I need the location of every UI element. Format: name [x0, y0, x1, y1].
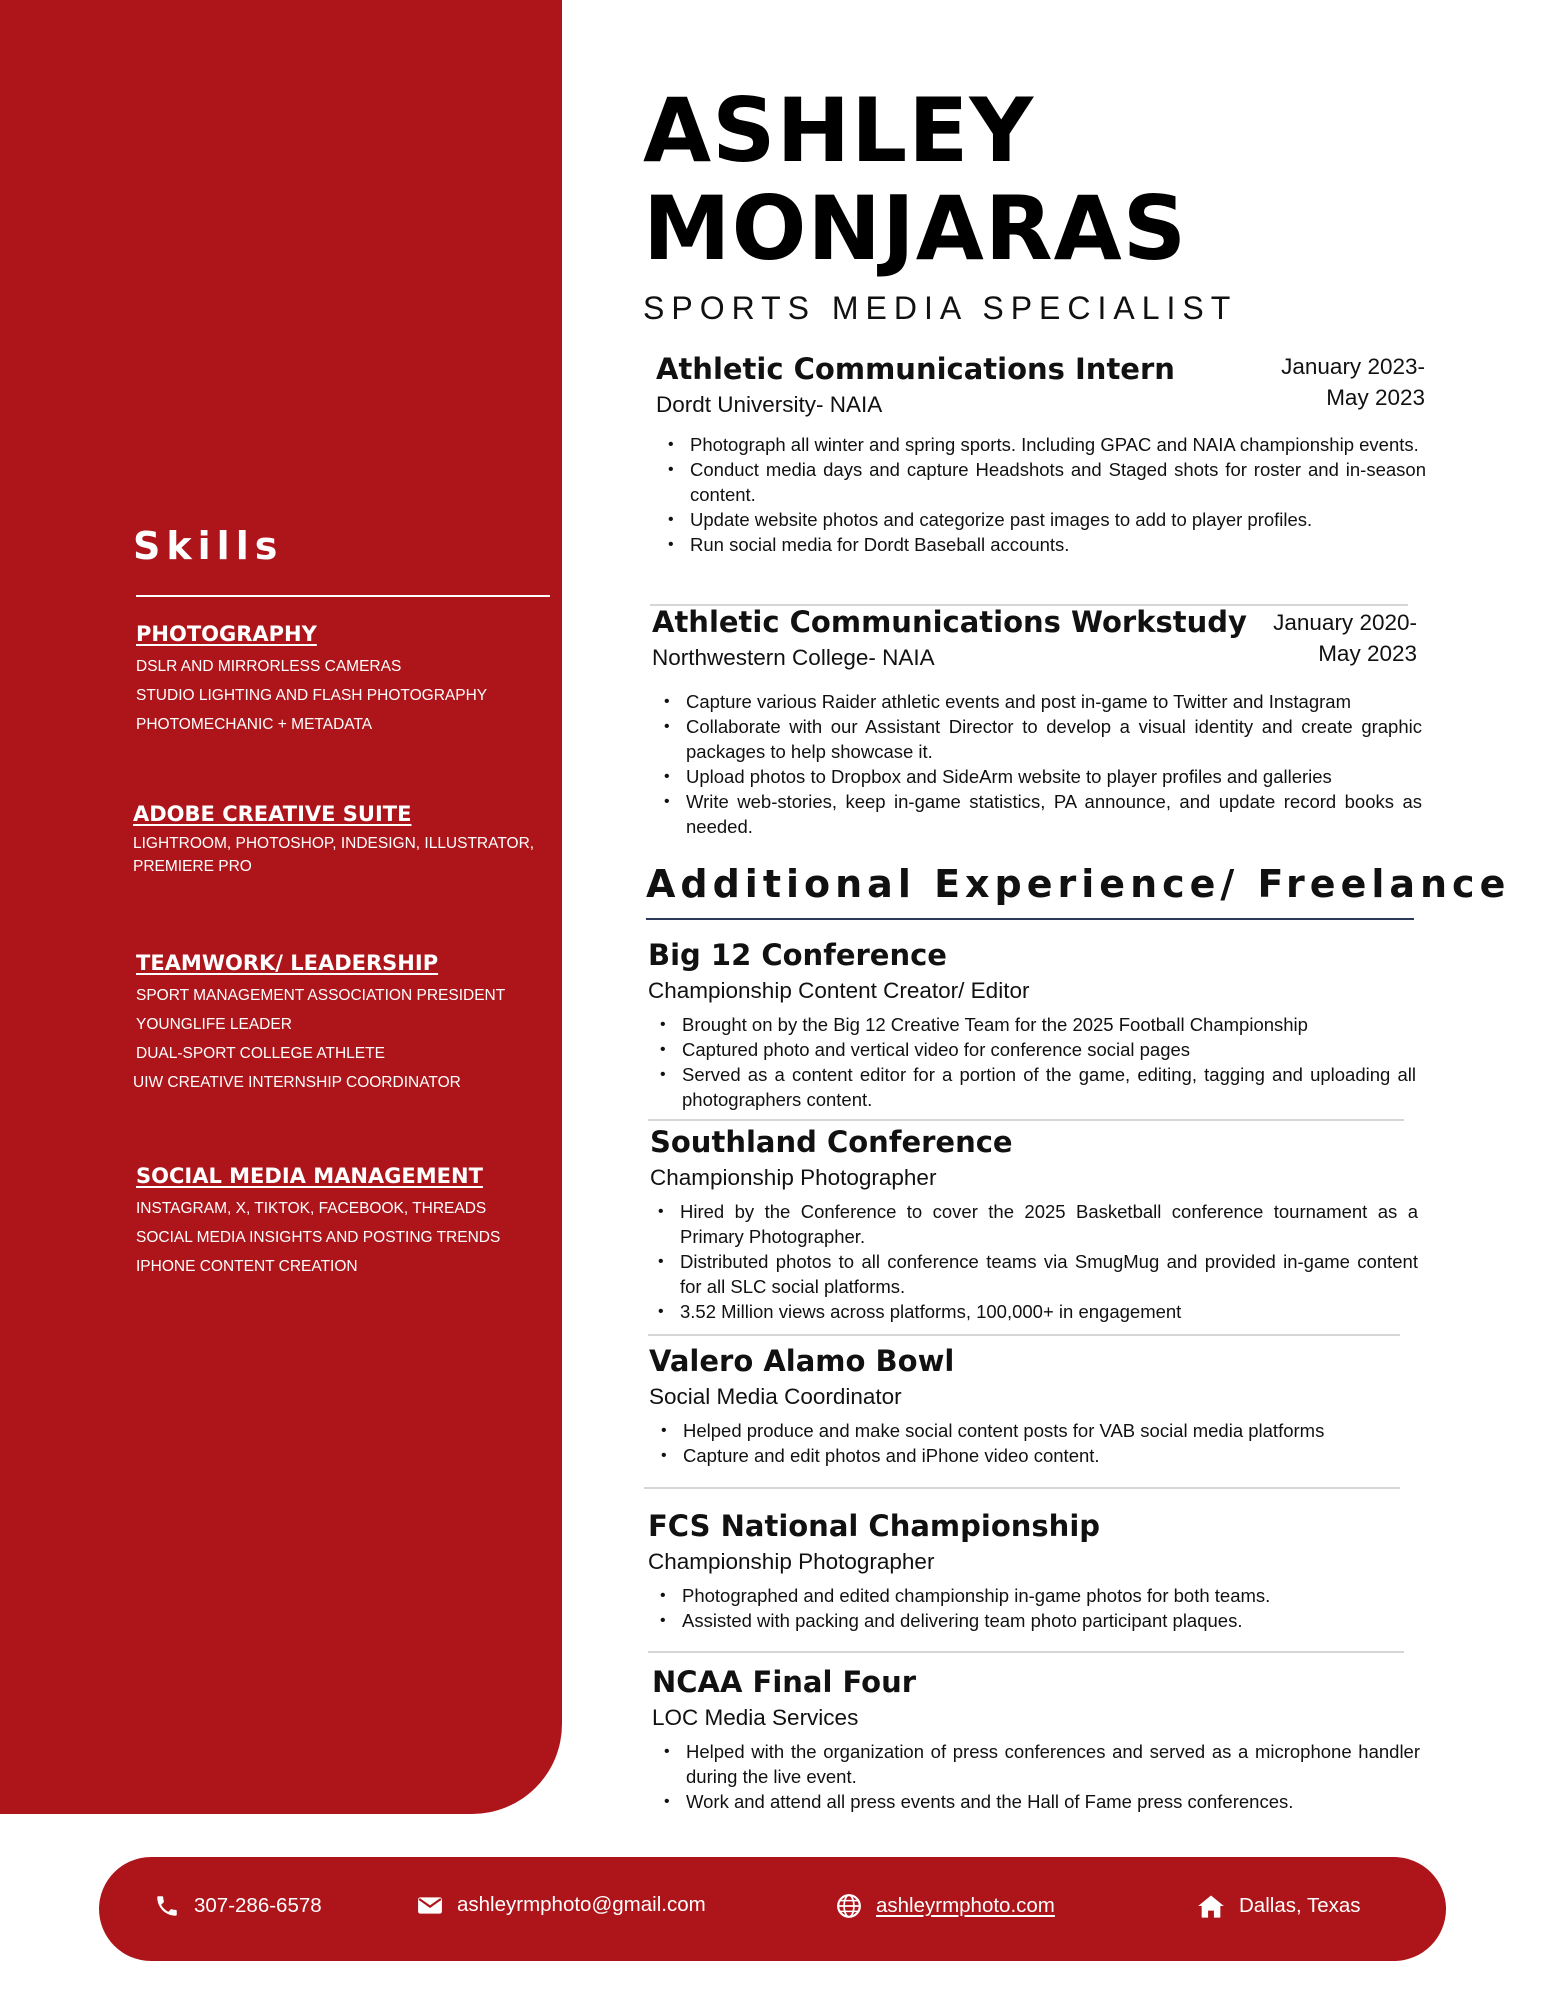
bullet-item: • Work and attend all press events and the Hall of Fame press conferences.	[656, 1789, 1420, 1814]
bullet-item: • Helped produce and make social content posts for VAB social media platforms	[653, 1418, 1417, 1443]
section-heading-additional: Additional Experience/ Freelance	[646, 862, 1511, 906]
job-organization: Northwestern College- NAIA	[652, 645, 935, 670]
skill-item: DUAL-SPORT COLLEGE ATHLETE	[136, 1045, 385, 1062]
last-name: MONJARAS	[643, 177, 1188, 280]
skill-heading: TEAMWORK/ LEADERSHIP	[136, 951, 439, 975]
skill-item: LIGHTROOM, PHOTOSHOP, INDESIGN, ILLUSTRATOR, PREMIERE PRO	[133, 835, 535, 875]
job-subtitle: SPORTS MEDIA SPECIALIST	[643, 290, 1238, 326]
section-heading-rule	[646, 918, 1414, 920]
job-title: FCS National Championship	[648, 1509, 1101, 1543]
bullet-list	[656, 1739, 1420, 1814]
skill-group-social	[136, 1164, 500, 1281]
skill-item: INSTAGRAM, X, TIKTOK, FACEBOOK, THREADS	[136, 1200, 487, 1217]
bullet-item: • Photograph all winter and spring sports. Including GPAC and NAIA championship events.	[660, 432, 1426, 457]
email-text: ashleyrmphoto@gmail.com	[457, 1893, 706, 1916]
job-dates	[1273, 607, 1417, 669]
skill-heading: ADOBE CREATIVE SUITE	[133, 802, 412, 826]
bullet-item: • Assisted with packing and delivering team photo participant plaques.	[652, 1608, 1416, 1633]
job-role: Social Media Coordinator	[649, 1384, 902, 1409]
skill-item: PHOTOMECHANIC + METADATA	[136, 716, 373, 733]
skill-item: UIW CREATIVE INTERNSHIP COORDINATOR	[133, 1074, 461, 1091]
skill-item: SPORT MANAGEMENT ASSOCIATION PRESIDENT	[136, 987, 506, 1004]
bullet-item: • Captured photo and vertical video for conference social pages	[652, 1037, 1416, 1062]
job-title: Valero Alamo Bowl	[649, 1344, 955, 1378]
phone-text: 307-286-6578	[194, 1894, 322, 1917]
name-heading	[643, 79, 1523, 280]
skill-heading: PHOTOGRAPHY	[136, 622, 317, 646]
skill-heading: SOCIAL MEDIA MANAGEMENT	[136, 1164, 483, 1188]
freelance-entry	[648, 938, 1416, 1112]
bullet-item: • Served as a content editor for a portion of the game, editing, tagging and uploading all photographers content.	[652, 1062, 1416, 1112]
contact-bar	[99, 1857, 1446, 1961]
job-role: LOC Media Services	[652, 1705, 859, 1730]
job-title: Athletic Communications Workstudy	[652, 605, 1247, 639]
date-end: May 2023	[1318, 641, 1417, 666]
job-role: Championship Photographer	[648, 1549, 935, 1574]
section-divider	[648, 1334, 1400, 1336]
bullet-item: • Brought on by the Big 12 Creative Team for the 2025 Football Championship	[652, 1012, 1416, 1037]
bullet-item: • Hired by the Conference to cover the 2025 Basketball conference tournament as a Primary Photographer.	[650, 1199, 1418, 1249]
bullet-list	[652, 1012, 1416, 1112]
home-icon	[1197, 1893, 1225, 1919]
date-end: May 2023	[1326, 385, 1425, 410]
freelance-entry	[648, 1509, 1416, 1633]
bullet-item: • Collaborate with our Assistant Director to develop a visual identity and create graphic packages to help showcase it.	[656, 714, 1422, 764]
bullet-item: • Capture and edit photos and iPhone video content.	[653, 1443, 1417, 1468]
location-text: Dallas, Texas	[1239, 1894, 1361, 1917]
skill-item: YOUNGLIFE LEADER	[136, 1016, 292, 1033]
bullet-item: • Helped with the organization of press conferences and served as a microphone handler during the live event.	[656, 1739, 1420, 1789]
contact-location	[1197, 1893, 1361, 1919]
website-link[interactable]: ashleyrmphoto.com	[876, 1894, 1055, 1917]
globe-icon	[836, 1893, 862, 1919]
bullet-item: • Capture various Raider athletic events and post in-game to Twitter and Instagram	[656, 689, 1422, 714]
bullet-item: • Upload photos to Dropbox and SideArm website to player profiles and galleries	[656, 764, 1422, 789]
skill-group-teamwork	[133, 951, 506, 1097]
skill-item: DSLR AND MIRRORLESS CAMERAS	[136, 658, 402, 675]
freelance-entry	[650, 1125, 1418, 1324]
bullet-item: • Conduct media days and capture Headshots and Staged shots for roster and in-season content.	[660, 457, 1426, 507]
job-title: NCAA Final Four	[652, 1665, 917, 1699]
contact-email[interactable]	[417, 1893, 706, 1917]
bullet-list	[660, 432, 1426, 557]
bullet-list	[656, 689, 1422, 839]
contact-phone[interactable]	[154, 1893, 322, 1919]
bullet-item: • Distributed photos to all conference teams via SmugMug and provided in-game content for all SLC social platforms.	[650, 1249, 1418, 1299]
skill-item: STUDIO LIGHTING AND FLASH PHOTOGRAPHY	[136, 687, 488, 704]
section-divider	[644, 1487, 1400, 1489]
phone-icon	[154, 1893, 180, 1919]
job-role: Championship Content Creator/ Editor	[648, 978, 1030, 1003]
skill-item: SOCIAL MEDIA INSIGHTS AND POSTING TRENDS	[136, 1229, 501, 1246]
skill-group-adobe	[133, 802, 543, 878]
bullet-item: • Update website photos and categorize past images to add to player profiles.	[660, 507, 1426, 532]
skills-divider	[136, 595, 550, 597]
job-role: Championship Photographer	[650, 1165, 937, 1190]
job-title: Big 12 Conference	[648, 938, 947, 972]
job-title: Southland Conference	[650, 1125, 1013, 1159]
section-divider	[648, 1119, 1404, 1121]
bullet-item: • Run social media for Dordt Baseball accounts.	[660, 532, 1426, 557]
bullet-list	[653, 1418, 1417, 1468]
bullet-item: • 3.52 Million views across platforms, 100,000+ in engagement	[650, 1299, 1418, 1324]
section-divider	[648, 1651, 1404, 1653]
job-organization: Dordt University- NAIA	[656, 392, 883, 417]
date-start: January 2023-	[1281, 354, 1425, 379]
skill-item: IPHONE CONTENT CREATION	[136, 1258, 358, 1275]
mail-icon	[417, 1894, 443, 1916]
freelance-entry	[652, 1665, 1420, 1814]
skill-group-photography	[136, 622, 487, 739]
contact-website[interactable]	[836, 1893, 1055, 1919]
bullet-list	[650, 1199, 1418, 1324]
bullet-item: • Write web-stories, keep in-game statistics, PA announce, and update record books as needed.	[656, 789, 1422, 839]
sidebar	[0, 0, 562, 1814]
freelance-entry	[649, 1344, 1417, 1468]
first-name: ASHLEY	[643, 79, 1035, 182]
bullet-item: • Photographed and edited championship in-game photos for both teams.	[652, 1583, 1416, 1608]
bullet-list	[652, 1583, 1416, 1633]
job-dates	[1281, 351, 1425, 413]
skills-title: Skills	[133, 524, 284, 568]
date-start: January 2020-	[1273, 610, 1417, 635]
job-title: Athletic Communications Intern	[656, 352, 1175, 386]
